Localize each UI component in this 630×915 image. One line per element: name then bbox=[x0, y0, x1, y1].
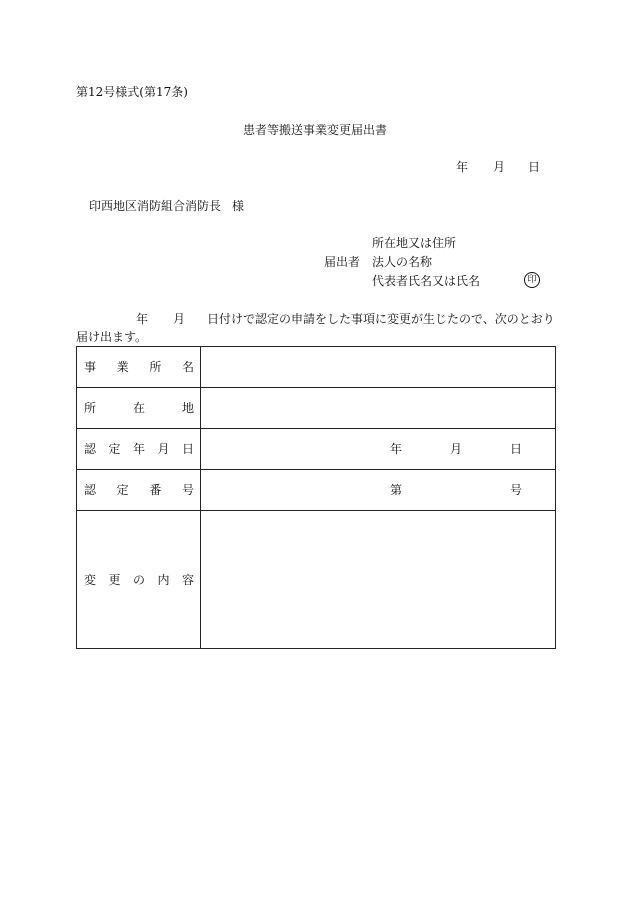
representative-name-label: 代表者氏名又は氏名 bbox=[372, 274, 481, 288]
address-label: 所在地又は住所 bbox=[372, 236, 457, 250]
approval-number-suffix: 号 bbox=[510, 483, 523, 497]
table-row-approval-date bbox=[77, 429, 555, 470]
notifier-label: 届出者 bbox=[324, 255, 361, 269]
paragraph-year: 年 bbox=[136, 312, 149, 326]
row-label-change-content bbox=[77, 511, 201, 648]
label-char: 名 bbox=[181, 360, 194, 374]
label-char: 在 bbox=[132, 401, 145, 415]
table-row-office-name bbox=[77, 347, 555, 388]
label-char: 認 bbox=[84, 483, 97, 497]
row-label-office-name bbox=[77, 347, 201, 387]
label-char: 所 bbox=[84, 401, 97, 415]
addressee-name: 印西地区消防組合消防長 bbox=[89, 199, 222, 213]
label-char: 番 bbox=[149, 483, 162, 497]
date-month-label: 月 bbox=[493, 160, 506, 174]
label-char: 認 bbox=[84, 442, 97, 456]
change-content-field[interactable] bbox=[201, 511, 555, 648]
change-details-table bbox=[76, 346, 556, 649]
label-char: 更 bbox=[108, 572, 121, 587]
date-year-label: 年 bbox=[456, 160, 469, 174]
label-char: 定 bbox=[108, 442, 121, 456]
approval-day-label: 日 bbox=[510, 442, 523, 456]
label-char: の bbox=[132, 572, 145, 587]
table-row-approval-number bbox=[77, 470, 555, 511]
label-char: 日 bbox=[181, 442, 194, 456]
label-char: 内 bbox=[157, 572, 170, 587]
approval-number-prefix: 第 bbox=[390, 483, 403, 497]
label-char: 変 bbox=[84, 572, 97, 587]
row-label-location bbox=[77, 388, 201, 428]
table-row-location bbox=[77, 388, 555, 429]
location-field[interactable] bbox=[201, 388, 555, 428]
row-label-approval-date bbox=[77, 429, 201, 469]
label-char: 地 bbox=[181, 401, 194, 415]
approval-date-field[interactable] bbox=[201, 429, 555, 469]
addressee-honorific: 様 bbox=[232, 199, 245, 213]
label-char: 所 bbox=[149, 360, 162, 374]
corporation-name-label: 法人の名称 bbox=[372, 255, 433, 269]
paragraph-text-line2: 届け出ます。 bbox=[76, 330, 148, 344]
label-char: 事 bbox=[84, 360, 97, 374]
label-char: 定 bbox=[116, 483, 129, 497]
approval-year-label: 年 bbox=[390, 442, 403, 456]
label-char: 業 bbox=[116, 360, 129, 374]
paragraph-text: 日付けで認定の申請をした事項に変更が生じたので、次のとおり bbox=[207, 312, 555, 326]
approval-number-field[interactable] bbox=[201, 470, 555, 510]
label-char: 月 bbox=[157, 442, 170, 456]
label-char: 号 bbox=[181, 483, 194, 497]
paragraph-month: 月 bbox=[173, 312, 186, 326]
form-number: 第12号様式(第17条) bbox=[76, 85, 188, 99]
approval-month-label: 月 bbox=[450, 442, 463, 456]
table-row-change-content bbox=[77, 511, 555, 648]
document-title: 患者等搬送事業変更届出書 bbox=[242, 123, 387, 137]
office-name-field[interactable] bbox=[201, 347, 555, 387]
label-char: 年 bbox=[132, 442, 145, 456]
label-char: 容 bbox=[181, 572, 194, 587]
date-day-label: 日 bbox=[528, 160, 541, 174]
row-label-approval-number bbox=[77, 470, 201, 510]
seal-mark-icon: 印 bbox=[524, 272, 540, 288]
